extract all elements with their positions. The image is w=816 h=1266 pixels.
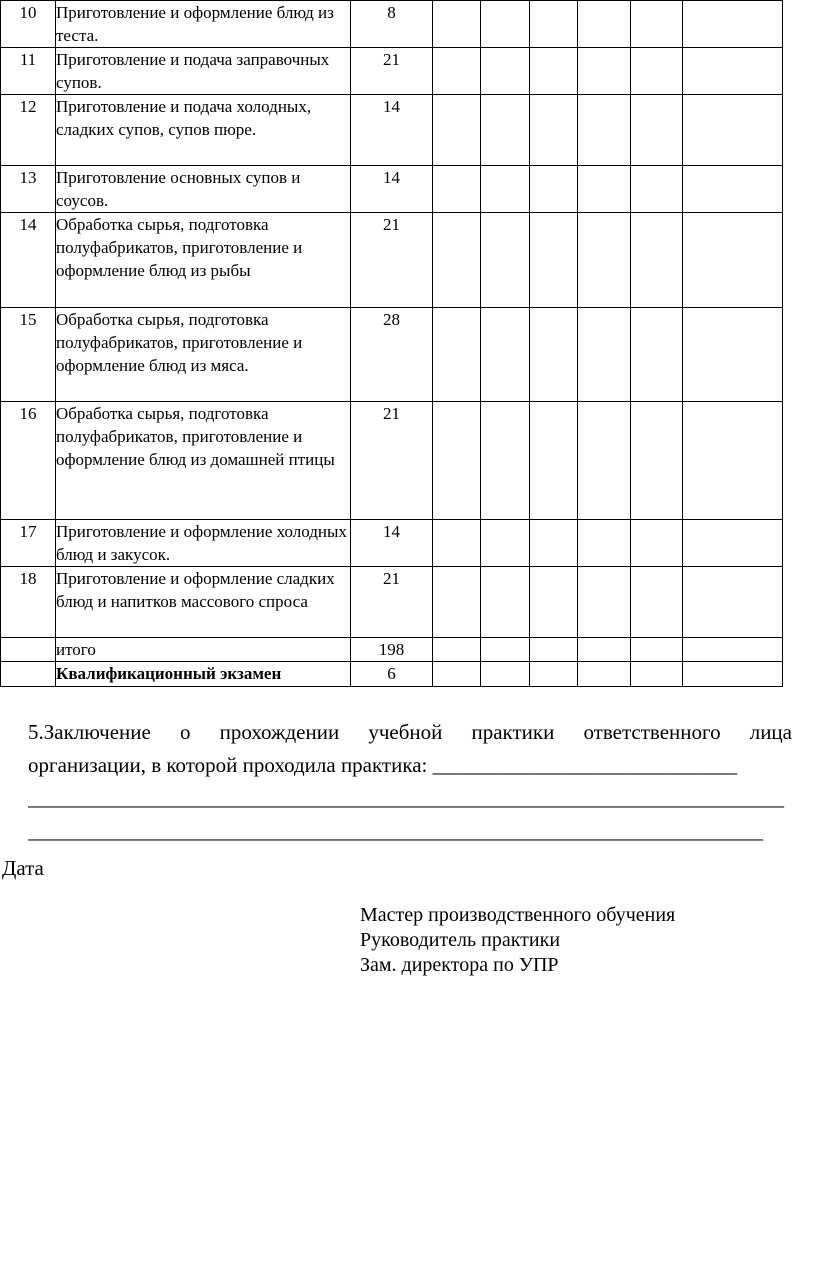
empty-cell: [530, 520, 578, 567]
total-hours: 198: [351, 638, 433, 662]
empty-cell: [433, 520, 481, 567]
conclusion-line-2: организации, в которой проходила практика: _____________________________: [28, 753, 738, 777]
row-hours: 21: [351, 48, 433, 95]
row-number: 17: [1, 520, 56, 567]
empty-cell: [683, 662, 783, 687]
empty-cell: [631, 308, 683, 402]
empty-cell: [530, 662, 578, 687]
empty-cell: [433, 1, 481, 48]
empty-cell: [481, 638, 530, 662]
empty-cell: [578, 567, 631, 638]
empty-cell: [433, 662, 481, 687]
empty-cell: [481, 402, 530, 520]
total-label: итого: [56, 638, 351, 662]
row-description: Приготовление и подача заправочных супов.: [56, 48, 351, 95]
empty-cell: [631, 402, 683, 520]
table-row: [1, 567, 783, 638]
empty-cell: [631, 1, 683, 48]
row-number: [1, 638, 56, 662]
empty-cell: [433, 402, 481, 520]
table-row: [1, 520, 783, 567]
empty-cell: [530, 48, 578, 95]
table-row-exam: [1, 662, 783, 687]
empty-cell: [683, 166, 783, 213]
empty-cell: [433, 48, 481, 95]
empty-cell: [433, 166, 481, 213]
empty-cell: [631, 662, 683, 687]
row-description: Приготовление и оформление сладких блюд и напитков массового спроса: [56, 567, 351, 638]
table-row: [1, 166, 783, 213]
empty-cell: [578, 213, 631, 308]
empty-cell: [530, 95, 578, 166]
row-description: Обработка сырья, подготовка полуфабрикатов, приготовление и оформление блюд из домашней птицы: [56, 402, 351, 520]
signature-supervisor: Руководитель практики: [360, 929, 561, 951]
empty-cell: [683, 638, 783, 662]
empty-cell: [530, 308, 578, 402]
row-number: 14: [1, 213, 56, 308]
empty-cell: [481, 567, 530, 638]
empty-cell: [631, 95, 683, 166]
empty-cell: [631, 567, 683, 638]
empty-cell: [481, 308, 530, 402]
empty-cell: [578, 662, 631, 687]
row-number: 11: [1, 48, 56, 95]
empty-cell: [683, 48, 783, 95]
empty-cell: [433, 213, 481, 308]
empty-cell: [578, 95, 631, 166]
row-hours: 8: [351, 1, 433, 48]
empty-cell: [481, 1, 530, 48]
empty-cell: [578, 166, 631, 213]
empty-cell: [578, 402, 631, 520]
table-row: [1, 48, 783, 95]
row-number: 16: [1, 402, 56, 520]
empty-cell: [481, 520, 530, 567]
row-hours: 28: [351, 308, 433, 402]
empty-cell: [530, 567, 578, 638]
row-hours: 14: [351, 95, 433, 166]
empty-cell: [631, 213, 683, 308]
empty-cell: [578, 308, 631, 402]
row-number: 10: [1, 1, 56, 48]
empty-cell: [683, 1, 783, 48]
empty-cell: [433, 567, 481, 638]
blank-fill-line: ________________________________________________________________________: [28, 786, 784, 810]
row-number: 12: [1, 95, 56, 166]
empty-cell: [683, 213, 783, 308]
row-description: Приготовление и оформление холодных блюд и закусок.: [56, 520, 351, 567]
row-description: Приготовление и подача холодных, сладких супов, супов пюре.: [56, 95, 351, 166]
empty-cell: [481, 48, 530, 95]
empty-cell: [481, 166, 530, 213]
empty-cell: [631, 48, 683, 95]
empty-cell: [433, 638, 481, 662]
empty-cell: [683, 567, 783, 638]
empty-cell: [631, 520, 683, 567]
empty-cell: [578, 638, 631, 662]
empty-cell: [530, 1, 578, 48]
row-hours: 21: [351, 567, 433, 638]
empty-cell: [683, 402, 783, 520]
row-hours: 21: [351, 213, 433, 308]
table-row: [1, 402, 783, 520]
empty-cell: [578, 48, 631, 95]
empty-cell: [481, 662, 530, 687]
empty-cell: [530, 213, 578, 308]
row-description: Приготовление и оформление блюд из теста.: [56, 1, 351, 48]
empty-cell: [530, 638, 578, 662]
signature-block: [360, 903, 675, 978]
exam-label: Квалификационный экзамен: [56, 662, 351, 687]
empty-cell: [481, 213, 530, 308]
row-number: [1, 662, 56, 687]
empty-cell: [530, 402, 578, 520]
empty-cell: [578, 1, 631, 48]
row-number: 13: [1, 166, 56, 213]
row-description: Обработка сырья, подготовка полуфабрикатов, приготовление и оформление блюд из рыбы: [56, 213, 351, 308]
row-number: 18: [1, 567, 56, 638]
row-hours: 14: [351, 166, 433, 213]
blank-fill-line: ______________________________________________________________________: [28, 819, 763, 843]
table-row-total: [1, 638, 783, 662]
row-hours: 21: [351, 402, 433, 520]
table-row: [1, 95, 783, 166]
empty-cell: [481, 95, 530, 166]
table-row: [1, 308, 783, 402]
empty-cell: [433, 95, 481, 166]
exam-hours: 6: [351, 662, 433, 687]
table-row: [1, 213, 783, 308]
empty-cell: [530, 166, 578, 213]
empty-cell: [631, 638, 683, 662]
empty-cell: [578, 520, 631, 567]
row-description: Приготовление основных супов и соусов.: [56, 166, 351, 213]
row-hours: 14: [351, 520, 433, 567]
date-label: Дата: [2, 856, 44, 880]
row-number: 15: [1, 308, 56, 402]
empty-cell: [683, 308, 783, 402]
empty-cell: [433, 308, 481, 402]
signature-master: Мастер производственного обучения: [360, 904, 676, 926]
empty-cell: [683, 520, 783, 567]
empty-cell: [631, 166, 683, 213]
conclusion-paragraph: [28, 716, 792, 848]
conclusion-line-1: 5.Заключение о прохождении учебной практики ответственного лица: [28, 720, 792, 744]
empty-cell: [683, 95, 783, 166]
row-description: Обработка сырья, подготовка полуфабрикатов, приготовление и оформление блюд из мяса.: [56, 308, 351, 402]
table-row: [1, 1, 783, 48]
signature-deputy: Зам. директора по УПР: [360, 954, 559, 976]
